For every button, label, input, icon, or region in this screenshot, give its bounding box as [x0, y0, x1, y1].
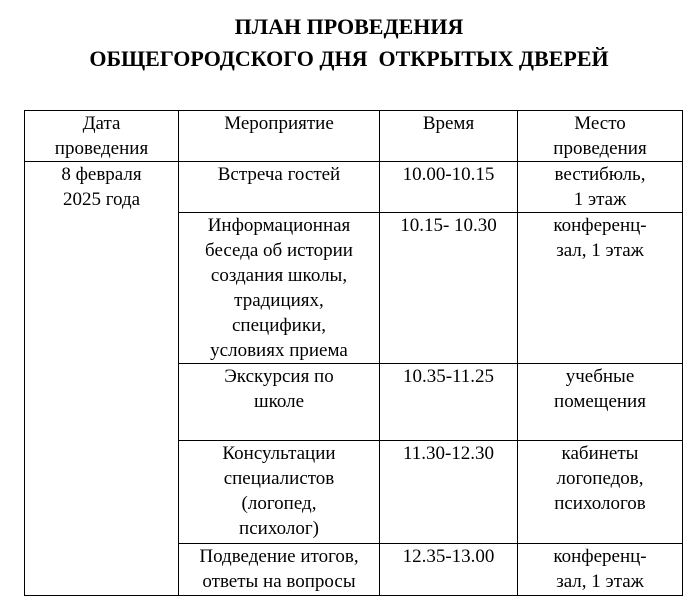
- place-cell: конференц- зал, 1 этаж: [518, 544, 683, 596]
- header-place: Место проведения: [518, 111, 683, 162]
- header-date: Дата проведения: [25, 111, 179, 162]
- table-row: [25, 162, 683, 213]
- event-cell: Консультации специалистов (логопед, психолог): [179, 441, 380, 544]
- event-cell: Экскурсия по школе: [179, 364, 380, 441]
- place-cell: конференц- зал, 1 этаж: [518, 213, 683, 364]
- time-cell: 10.35-11.25: [380, 364, 518, 441]
- table-header-row: [25, 111, 683, 162]
- time-cell: 10.00-10.15: [380, 162, 518, 213]
- time-cell: 12.35-13.00: [380, 544, 518, 596]
- place-cell: учебные помещения: [518, 364, 683, 441]
- document-title-line-1: ПЛАН ПРОВЕДЕНИЯ: [234, 14, 464, 39]
- time-cell: 11.30-12.30: [380, 441, 518, 544]
- place-cell: кабинеты логопедов, психологов: [518, 441, 683, 544]
- event-cell: Информационная беседа об истории создания школы, традициях, специфики, условиях приема: [179, 213, 380, 364]
- header-time: Время: [380, 111, 518, 162]
- date-cell: 8 февраля 2025 года: [25, 162, 179, 596]
- event-cell: Подведение итогов, ответы на вопросы: [179, 544, 380, 596]
- event-cell: Встреча гостей: [179, 162, 380, 213]
- document-title-line-2: ОБЩЕГОРОДСКОГО ДНЯ ОТКРЫТЫХ ДВЕРЕЙ: [89, 46, 609, 71]
- time-cell: 10.15- 10.30: [380, 213, 518, 364]
- place-cell: вестибюль, 1 этаж: [518, 162, 683, 213]
- header-event: Мероприятие: [179, 111, 380, 162]
- event-plan-table: [24, 110, 683, 596]
